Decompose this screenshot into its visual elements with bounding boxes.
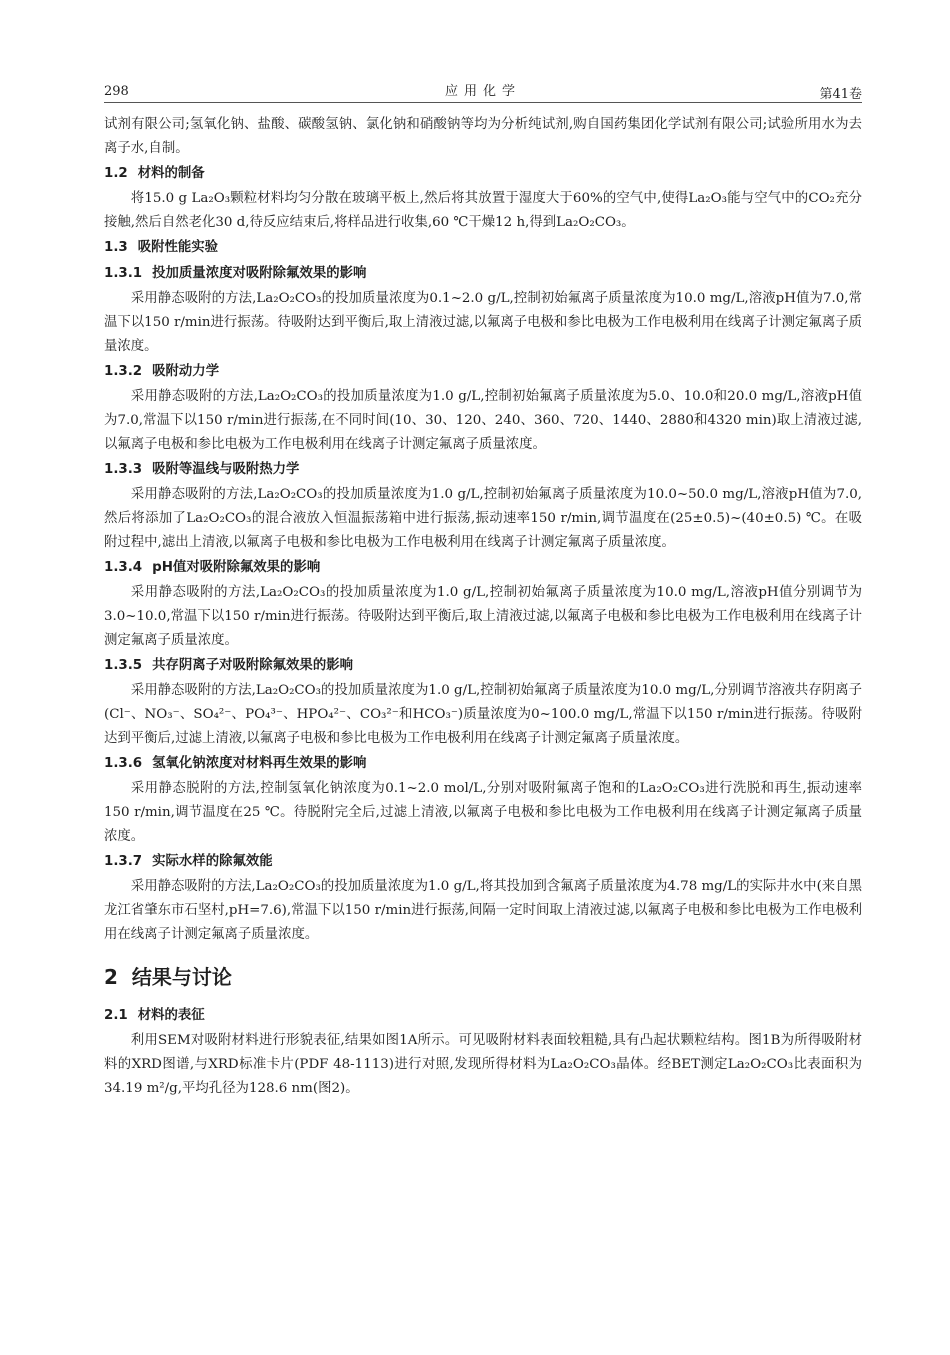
section-heading — [104, 653, 862, 679]
section-number: 1.3.3 — [104, 462, 143, 477]
section-heading — [104, 261, 862, 287]
paragraph: 采用静态脱附的方法,控制氢氧化钠浓度为0.1~2.0 mol/L,分别对吸附氟离子饱和的La₂O₂CO₃进行洗脱和再生,振动速率150 r/min,调节温度在25 ℃。待脱附完全后,过滤上清液,以氟离子电极和参比电极为工作电极利用在线离子计测定氟离子质量浓度。 — [104, 781, 862, 844]
section-heading — [104, 849, 862, 875]
paragraph: 利用SEM对吸附材料进行形貌表征,结果如图1A所示。可见吸附材料表面较粗糙,具有凸起状颗粒结构。图1B为所得吸附材料的XRD图谱,与XRD标准卡片(PDF 48-1113)进行对照,发现所得材料为La₂O₂CO₃晶体。经BET测定La₂O₂CO₃比表面积为34.19 m²/g,平均孔径为128.6 nm(图2)。 — [104, 1033, 862, 1096]
section-title: pH值对吸附除氟效果的影响 — [152, 560, 321, 575]
paragraph: 将15.0 g La₂O₃颗粒材料均匀分散在玻璃平板上,然后将其放置于湿度大于60%的空气中,使得La₂O₃能与空气中的CO₂充分接触,然后自然老化30 d,待反应结束后,将样品进行收集,60 ℃干燥12 h,得到La₂O₂CO₃。 — [104, 191, 862, 230]
page-number: 298 — [104, 84, 129, 99]
chapter-heading — [104, 961, 862, 993]
section-number: 1.3.2 — [104, 364, 143, 379]
section-title: 投加质量浓度对吸附除氟效果的影响 — [152, 266, 367, 281]
paragraph: 采用静态吸附的方法,La₂O₂CO₃的投加质量浓度为1.0 g/L,控制初始氟离子质量浓度为10.0~50.0 mg/L,溶液pH值为7.0,然后将添加了La₂O₂CO₃的混合液放入恒温振荡箱中进行振荡,振动速率150 r/min,调节温度在(25±0.5)~(40±0.5) ℃。在吸附过程中,滤出上清液,以氟离子电极和参比电极为工作电极利用在线离子计测定氟离子质量浓度。 — [104, 487, 862, 550]
journal-title: 应用化学 — [444, 84, 521, 99]
paragraph: 采用静态吸附的方法,La₂O₂CO₃的投加质量浓度为1.0 g/L,将其投加到含氟离子质量浓度为4.78 mg/L的实际井水中(来自黑龙江省肇东市石坚村,pH=7.6),常温下以150 r/min进行振荡,间隔一定时间取上清液过滤,以氟离子电极和参比电极为工作电极利用在线离子计测定氟离子质量浓度。 — [104, 879, 862, 942]
section-number: 1.3 — [104, 240, 128, 255]
chapter-number: 2 — [104, 965, 118, 989]
section-number: 1.3.5 — [104, 658, 143, 673]
header-rule — [104, 102, 862, 103]
paragraph: 试剂有限公司;氢氧化钠、盐酸、碳酸氢钠、氯化钠和硝酸钠等均为分析纯试剂,购自国药集团化学试剂有限公司;试验所用水为去离子水,自制。 — [104, 117, 862, 156]
paragraph: 采用静态吸附的方法,La₂O₂CO₃的投加质量浓度为0.1~2.0 g/L,控制初始氟离子质量浓度为10.0 mg/L,溶液pH值为7.0,常温下以150 r/min进行振荡。待吸附达到平衡后,取上清液过滤,以氟离子电极和参比电极为工作电极利用在线离子计测定氟离子质量浓度。 — [104, 291, 862, 354]
paragraph: 采用静态吸附的方法,La₂O₂CO₃的投加质量浓度为1.0 g/L,控制初始氟离子质量浓度为10.0 mg/L,分别调节溶液共存阴离子(Cl⁻、NO₃⁻、SO₄²⁻、PO₄³⁻、HPO₄²⁻、CO₃²⁻和HCO₃⁻)质量浓度为0~100.0 mg/L,常温下以150 r/min进行振荡。待吸附达到平衡后,过滤上清液,以氟离子电极和参比电极为工作电极利用在线离子计测定氟离子质量浓度。 — [104, 683, 862, 746]
page — [104, 76, 862, 1101]
paragraph: 采用静态吸附的方法,La₂O₂CO₃的投加质量浓度为1.0 g/L,控制初始氟离子质量浓度为10.0 mg/L,溶液pH值分别调节为3.0~10.0,常温下以150 r/min进行振荡。待吸附达到平衡后,取上清液过滤,以氟离子电极和参比电极为工作电极利用在线离子计测定氟离子质量浓度。 — [104, 585, 862, 648]
section-heading — [104, 235, 862, 261]
section-title: 实际水样的除氟效能 — [152, 854, 273, 869]
section-title: 吸附动力学 — [152, 364, 220, 379]
paragraph: 采用静态吸附的方法,La₂O₂CO₃的投加质量浓度为1.0 g/L,控制初始氟离子质量浓度为5.0、10.0和20.0 mg/L,溶液pH值为7.0,常温下以150 r/min进行振荡,在不同时间(10、30、120、240、360、720、1440、2880和4320 min)取上清液过滤,以氟离子电极和参比电极为工作电极利用在线离子计测定氟离子质量浓度。 — [104, 389, 862, 452]
section-title: 材料的制备 — [137, 166, 205, 181]
section-heading — [104, 555, 862, 581]
running-header — [104, 76, 862, 102]
section-title: 吸附性能实验 — [137, 240, 219, 255]
section-number: 2.1 — [104, 1008, 128, 1023]
section-heading — [104, 751, 862, 777]
section-title: 氢氧化钠浓度对材料再生效果的影响 — [152, 756, 367, 771]
volume-label: 第41卷 — [819, 87, 862, 102]
section-heading — [104, 457, 862, 483]
section-number: 1.3.6 — [104, 756, 143, 771]
section-number: 1.2 — [104, 166, 128, 181]
section-title: 共存阴离子对吸附除氟效果的影响 — [152, 658, 353, 673]
section-heading — [104, 1003, 862, 1029]
section-number: 1.3.4 — [104, 560, 143, 575]
section-heading — [104, 161, 862, 187]
section-title: 材料的表征 — [137, 1008, 205, 1023]
section-heading — [104, 359, 862, 385]
section-title: 吸附等温线与吸附热力学 — [152, 462, 300, 477]
section-number: 1.3.1 — [104, 266, 143, 281]
section-number: 1.3.7 — [104, 854, 143, 869]
chapter-title: 结果与讨论 — [131, 965, 232, 989]
